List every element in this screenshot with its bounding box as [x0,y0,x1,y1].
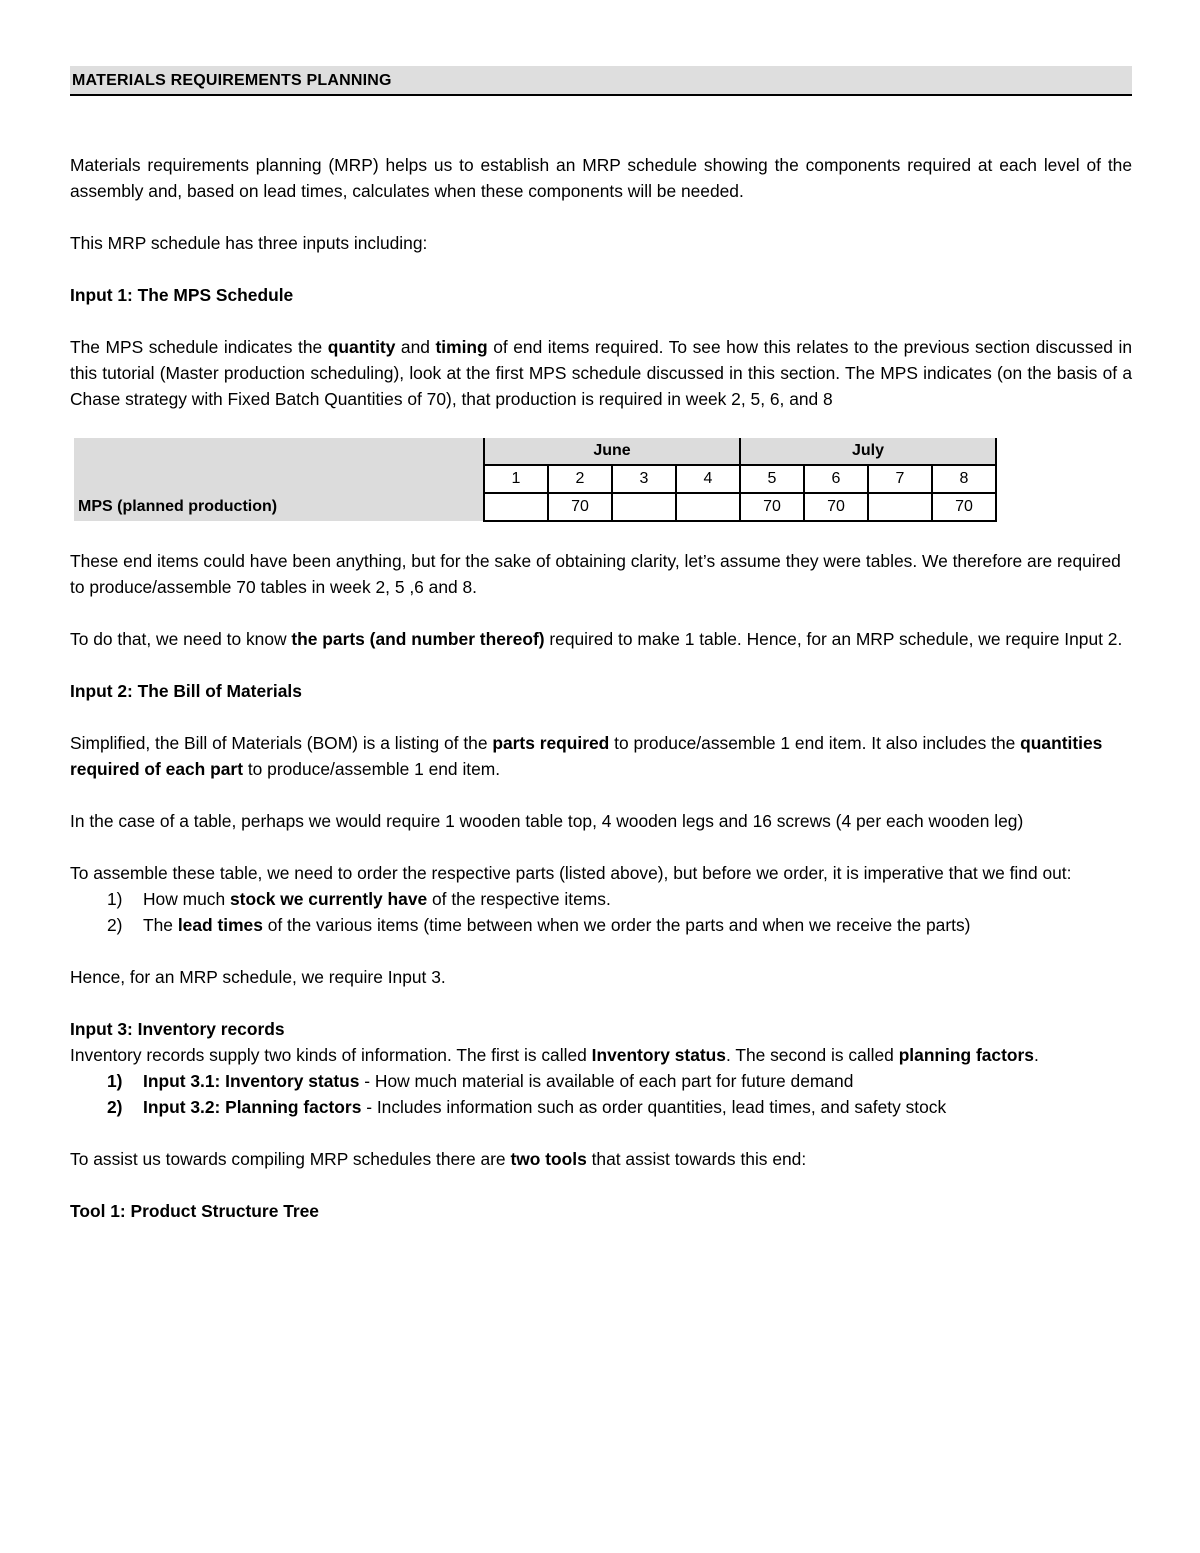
month-july: July [740,438,996,465]
week-header: 6 [804,465,868,493]
mps-cell [484,493,548,521]
week-header: 5 [740,465,804,493]
assemble-paragraph: To assemble these table, we need to order the respective parts (listed above), but before we order, it is imperative that we find out: [70,863,1072,883]
mps-week-row [74,465,996,493]
mps-cell: 70 [740,493,804,521]
mps-row-label: MPS (planned production) [74,493,484,521]
week-header: 4 [676,465,740,493]
mps-table [74,438,997,522]
input2-heading: Input 2: The Bill of Materials [70,681,302,701]
week-header: 1 [484,465,548,493]
input2-paragraph: Simplified, the Bill of Materials (BOM) is a listing of the parts required to produce/assemble 1 end item. It also includes the quantities required of each part to produce/assemble 1 end item. [70,733,1103,779]
week-header: 8 [932,465,996,493]
mps-cell [868,493,932,521]
input1-paragraph: The MPS schedule indicates the quantity and timing of end items required. To see how this relates to the previous section discussed in this tutorial (Master production scheduling), look at the first MPS schedule discussed in this section. The MPS indicates (on the basis of a Chase strategy with Fixed Batch Quantities of 70), that production is required in week 2, 5, 6, and 8 [70,337,1132,409]
input1-heading: Input 1: The MPS Schedule [70,285,294,305]
month-june: June [484,438,740,465]
mps-month-row [74,438,996,465]
week-header: 7 [868,465,932,493]
list-item: 2) Input 3.2: Planning factors - Includes information such as order quantities, lead times, and safety stock [107,1097,947,1117]
mps-cell [612,493,676,521]
inputs-intro: This MRP schedule has three inputs including: [70,233,428,253]
mps-planned-row [74,493,996,521]
input3-heading: Input 3: Inventory records [70,1019,285,1039]
after-table-paragraph: These end items could have been anything, but for the sake of obtaining clarity, let’s assume they were tables. We therefore are required to produce/assemble 70 tables in week 2, 5 ,6 and 8. [70,551,1121,597]
inventory-list [70,1068,1132,1120]
find-out-list [70,886,1132,938]
week-header: 3 [612,465,676,493]
list-item: 2) The lead times of the various items (time between when we order the parts and when we receive the parts) [107,915,971,935]
list-item: 1) Input 3.1: Inventory status - How much material is available of each part for future demand [107,1071,854,1091]
week-header: 2 [548,465,612,493]
todo-paragraph: To do that, we need to know the parts (and number thereof) required to make 1 table. Hence, for an MRP schedule, we require Input 2. [70,629,1123,649]
list-item: 1) How much stock we currently have of the respective items. [107,889,611,909]
tools-paragraph: To assist us towards compiling MRP schedules there are two tools that assist towards this end: [70,1149,807,1169]
mps-cell: 70 [932,493,996,521]
tool1-heading: Tool 1: Product Structure Tree [70,1201,319,1221]
document-content [70,66,1132,1224]
mps-cell: 70 [548,493,612,521]
table-parts-paragraph: In the case of a table, perhaps we would require 1 wooden table top, 4 wooden legs and 16 screws (4 per each wooden leg) [70,811,1024,831]
mps-cell: 70 [804,493,868,521]
mps-table-wrapper [74,438,1132,522]
intro-paragraph: Materials requirements planning (MRP) helps us to establish an MRP schedule showing the components required at each level of the assembly and, based on lead times, calculates when these components will be needed. [70,155,1132,201]
input3-paragraph: Inventory records supply two kinds of information. The first is called Inventory status. The second is called planning factors. [70,1045,1039,1065]
hence-input3-paragraph: Hence, for an MRP schedule, we require Input 3. [70,967,446,987]
mps-cell [676,493,740,521]
page-title: MATERIALS REQUIREMENTS PLANNING [70,66,1132,96]
